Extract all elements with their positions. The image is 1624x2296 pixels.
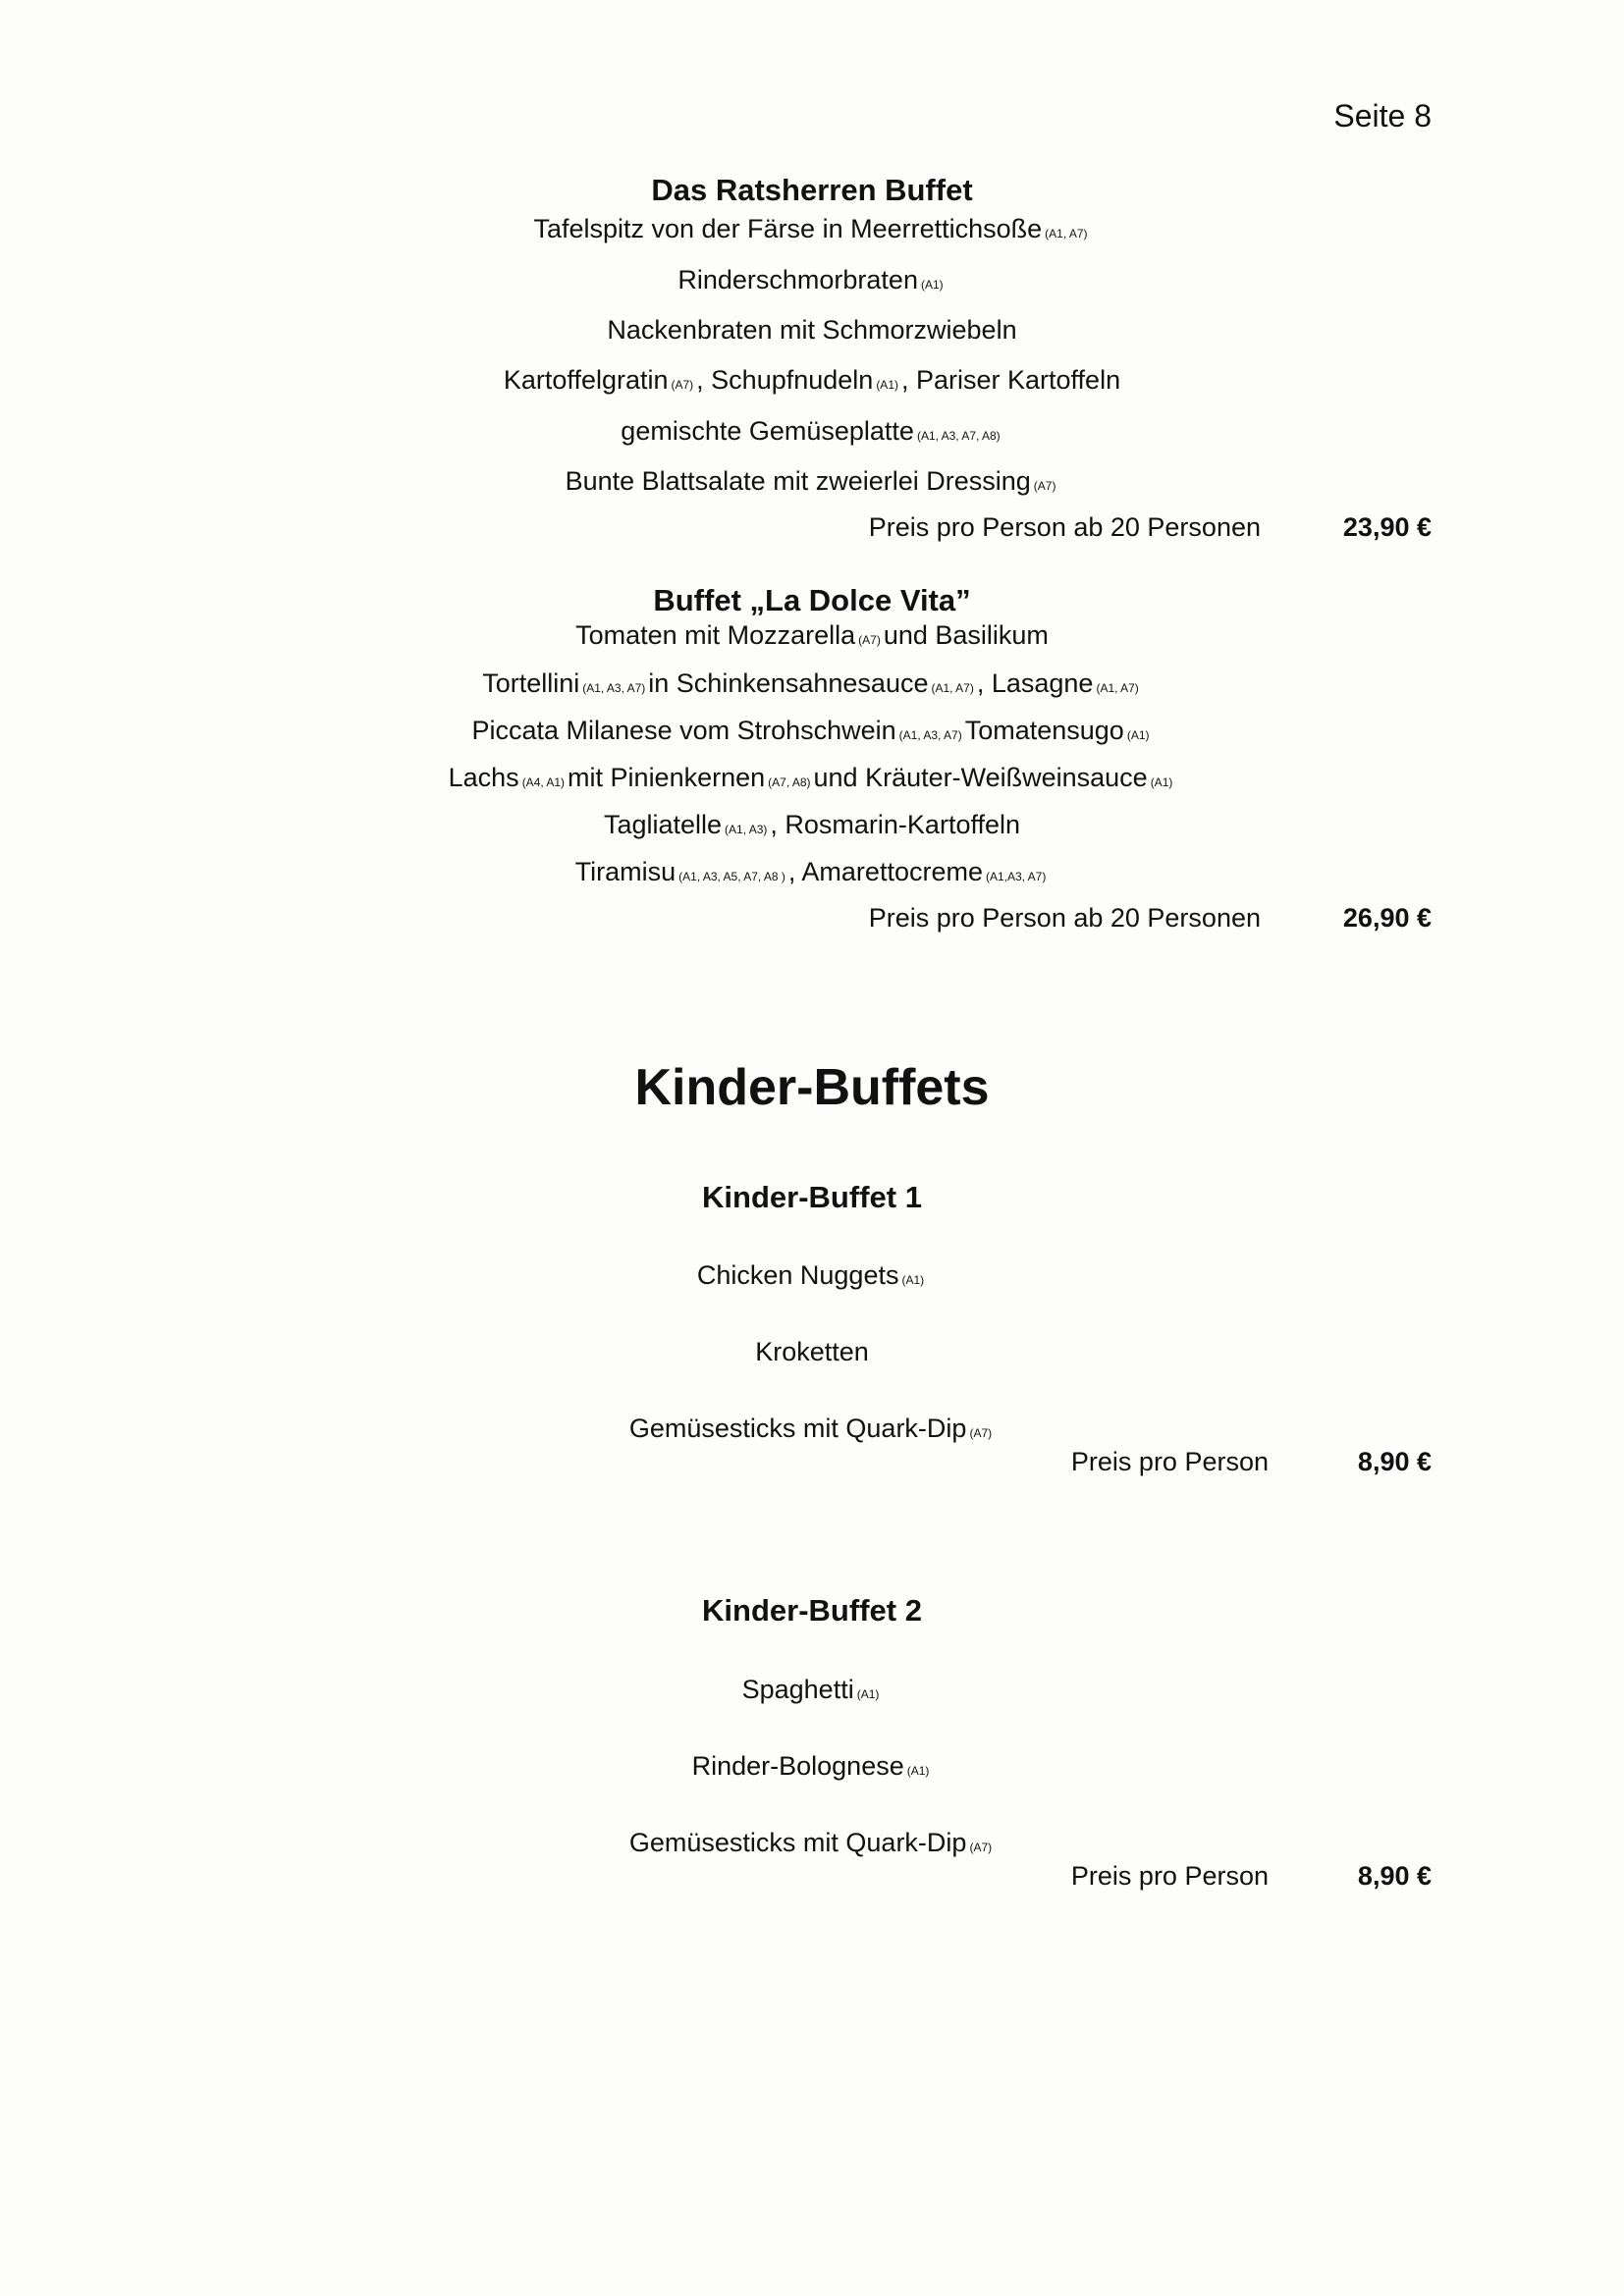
dish-text: Lachs — [448, 763, 519, 792]
dish-text: in Schinkensahnesauce — [648, 668, 929, 698]
dish-text: und Basilikum — [883, 620, 1049, 650]
allergen-code: (A1, A3, A5, A7, A8 ) — [678, 870, 785, 883]
kinder-buffet-1-title: Kinder-Buffet 1 — [702, 1180, 922, 1214]
allergen-code: (A7, A8) — [768, 775, 811, 789]
kinder-buffet-1-line-1 — [0, 1260, 1624, 1291]
kinder-buffet-2-line-2 — [0, 1751, 1624, 1782]
kinder-buffet-2-line-1 — [0, 1675, 1624, 1705]
ratsherren-line-3 — [0, 315, 1624, 346]
dish-text: , Rosmarin-Kartoffeln — [770, 810, 1021, 839]
allergen-code: (A1,A3, A7) — [985, 870, 1047, 883]
ratsherren-buffet-title: Das Ratsherren Buffet — [651, 173, 973, 207]
ratsherren-line-2 — [0, 265, 1624, 295]
ratsherren-line-4 — [0, 365, 1624, 396]
dish-text: , Pariser Kartoffeln — [900, 365, 1121, 395]
dolce-vita-price-value: 26,90 € — [1342, 903, 1432, 933]
allergen-code: (A1) — [920, 278, 944, 292]
dolce-vita-price-label: Preis pro Person ab 20 Personen — [868, 903, 1261, 933]
dish-text: Tortellini — [482, 668, 580, 698]
ratsherren-line-5 — [0, 416, 1624, 447]
kinder-buffet-1-line-3 — [0, 1414, 1624, 1444]
allergen-code: (A7) — [969, 1426, 993, 1440]
allergen-code: (A1, A7) — [1045, 227, 1088, 240]
dish-text: Rinderschmorbraten — [677, 265, 918, 294]
allergen-code: (A1) — [1126, 728, 1150, 742]
dish-text: , Amarettocreme — [787, 857, 983, 886]
allergen-code: (A1, A3, A7) — [582, 681, 646, 695]
dish-text: Chicken Nuggets — [696, 1260, 899, 1290]
kinder-buffet-1-line-2 — [0, 1337, 1624, 1367]
allergen-code: (A7) — [858, 633, 881, 647]
dolce-vita-line-5 — [0, 810, 1624, 840]
allergen-code: (A7) — [969, 1841, 993, 1854]
dish-text: , Schupfnudeln — [696, 365, 874, 395]
dish-text: Spaghetti — [741, 1675, 854, 1704]
dolce-vita-line-3 — [0, 716, 1624, 746]
kinder-buffet-1-price-label: Preis pro Person — [1070, 1447, 1269, 1476]
kinder-buffet-2-price-value: 8,90 € — [1357, 1861, 1432, 1891]
ratsherren-line-1 — [0, 214, 1624, 244]
dish-text: Tomatensugo — [964, 716, 1124, 745]
kinder-buffet-1-price-value: 8,90 € — [1357, 1447, 1432, 1476]
allergen-code: (A1) — [906, 1764, 930, 1778]
dish-text: Kroketten — [755, 1337, 869, 1366]
allergen-code: (A7) — [1033, 479, 1056, 493]
dish-text: Piccata Milanese vom Strohschwein — [471, 716, 896, 745]
ratsherren-price-value: 23,90 € — [1342, 512, 1432, 542]
allergen-code: (A1, A7) — [931, 681, 974, 695]
dish-text: Tiramisu — [574, 857, 677, 886]
dish-text: Tafelspitz von der Färse in Meerrettichsoße — [533, 214, 1043, 243]
dish-text: Tomaten mit Mozzarella — [575, 620, 856, 650]
allergen-code: (A1, A7) — [1096, 681, 1139, 695]
dolce-vita-line-4 — [0, 763, 1624, 793]
dolce-vita-title: Buffet „La Dolce Vita” — [653, 583, 971, 617]
allergen-code: (A1, A3) — [725, 823, 768, 836]
kinder-buffets-heading: Kinder-Buffets — [634, 1059, 990, 1116]
dish-text: Kartoffelgratin — [503, 365, 669, 395]
dish-text: Nackenbraten mit Schmorzwiebeln — [607, 315, 1017, 345]
kinder-buffet-2-line-3 — [0, 1828, 1624, 1858]
allergen-code: (A4, A1) — [521, 775, 566, 789]
ratsherren-line-6 — [0, 466, 1624, 497]
kinder-buffet-2-price-label: Preis pro Person — [1070, 1861, 1269, 1891]
dolce-vita-line-6 — [0, 857, 1624, 887]
ratsherren-price-label: Preis pro Person ab 20 Personen — [868, 512, 1261, 542]
dish-text: Bunte Blattsalate mit zweierlei Dressing — [565, 466, 1031, 496]
allergen-code: (A1, A3, A7, A8) — [916, 429, 1001, 443]
dish-text: mit Pinienkernen — [568, 763, 766, 792]
kinder-buffet-2-title: Kinder-Buffet 2 — [702, 1593, 922, 1628]
dish-text: gemischte Gemüseplatte — [621, 416, 914, 446]
allergen-code: (A1, A3, A7) — [898, 728, 962, 742]
dish-text: , Lasagne — [976, 668, 1094, 698]
allergen-code: (A1) — [901, 1273, 925, 1287]
allergen-code: (A1) — [876, 378, 898, 392]
allergen-code: (A1) — [1150, 775, 1173, 789]
dolce-vita-line-2 — [0, 668, 1624, 699]
dish-text: Rinder-Bolognese — [691, 1751, 904, 1781]
dish-text: Tagliatelle — [603, 810, 723, 839]
dish-text: Gemüsesticks mit Quark-Dip — [628, 1828, 967, 1857]
page-number: Seite 8 — [1333, 98, 1432, 133]
dolce-vita-line-1 — [0, 620, 1624, 651]
dish-text: Gemüsesticks mit Quark-Dip — [628, 1414, 967, 1443]
allergen-code: (A7) — [671, 378, 694, 392]
dish-text: und Kräuter-Weißweinsauce — [813, 763, 1148, 792]
allergen-code: (A1) — [856, 1687, 880, 1701]
